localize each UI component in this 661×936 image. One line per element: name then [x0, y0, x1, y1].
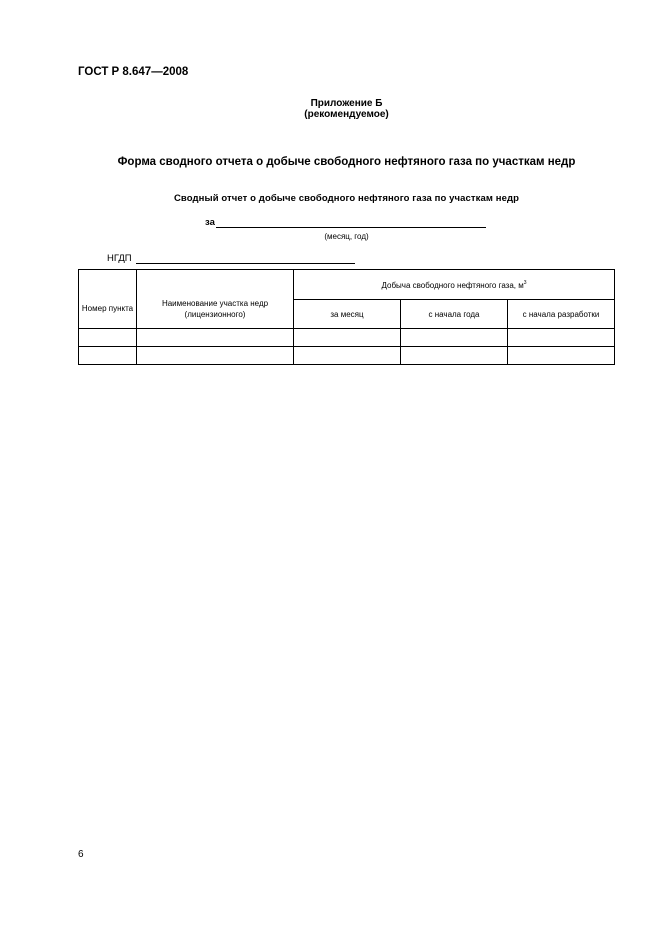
table-cell[interactable] — [401, 347, 508, 365]
header-name-label: Наименование участка недр (лицензионного) — [161, 298, 269, 319]
period-caption: (месяц, год) — [324, 232, 369, 241]
document-standard-header: ГОСТ Р 8.647—2008 — [78, 66, 189, 78]
table-cell[interactable] — [508, 329, 615, 347]
appendix-title: Приложение Б — [310, 98, 383, 109]
table-cell[interactable] — [79, 347, 137, 365]
table-cell[interactable] — [508, 347, 615, 365]
header-production-label: Добыча свободного нефтяного газа, м — [381, 281, 524, 290]
header-production-unit-superscript: 3 — [523, 280, 527, 286]
header-production — [294, 270, 615, 300]
report-table — [78, 269, 615, 365]
table-cell[interactable] — [137, 347, 294, 365]
ngdp-label: НГДП — [107, 253, 132, 264]
table-cell[interactable] — [79, 329, 137, 347]
table-header-row — [79, 270, 615, 300]
header-number-label: Номер пункта — [81, 304, 134, 313]
form-title: Форма сводного отчета о добыче свободного нефтяного газа по участкам недр — [117, 156, 576, 168]
header-month: за месяц — [294, 300, 401, 329]
appendix-note: (рекомендуемое) — [304, 109, 389, 120]
header-name — [137, 270, 294, 329]
ngdp-field — [107, 253, 355, 264]
period-label: за — [205, 217, 215, 228]
header-development: с начала разработки — [508, 300, 615, 329]
period-field — [205, 217, 486, 228]
header-year: с начала года — [401, 300, 508, 329]
table-row — [79, 329, 615, 347]
table-cell[interactable] — [294, 347, 401, 365]
table-cell[interactable] — [401, 329, 508, 347]
ngdp-blank-line — [136, 253, 355, 264]
table-cell[interactable] — [137, 329, 294, 347]
table-cell[interactable] — [294, 329, 401, 347]
report-title: Сводный отчет о добыче свободного нефтяного газа по участкам недр — [173, 193, 520, 204]
page-number: 6 — [78, 849, 84, 860]
table-row — [79, 347, 615, 365]
period-blank-line — [216, 217, 486, 228]
header-number — [79, 270, 137, 329]
